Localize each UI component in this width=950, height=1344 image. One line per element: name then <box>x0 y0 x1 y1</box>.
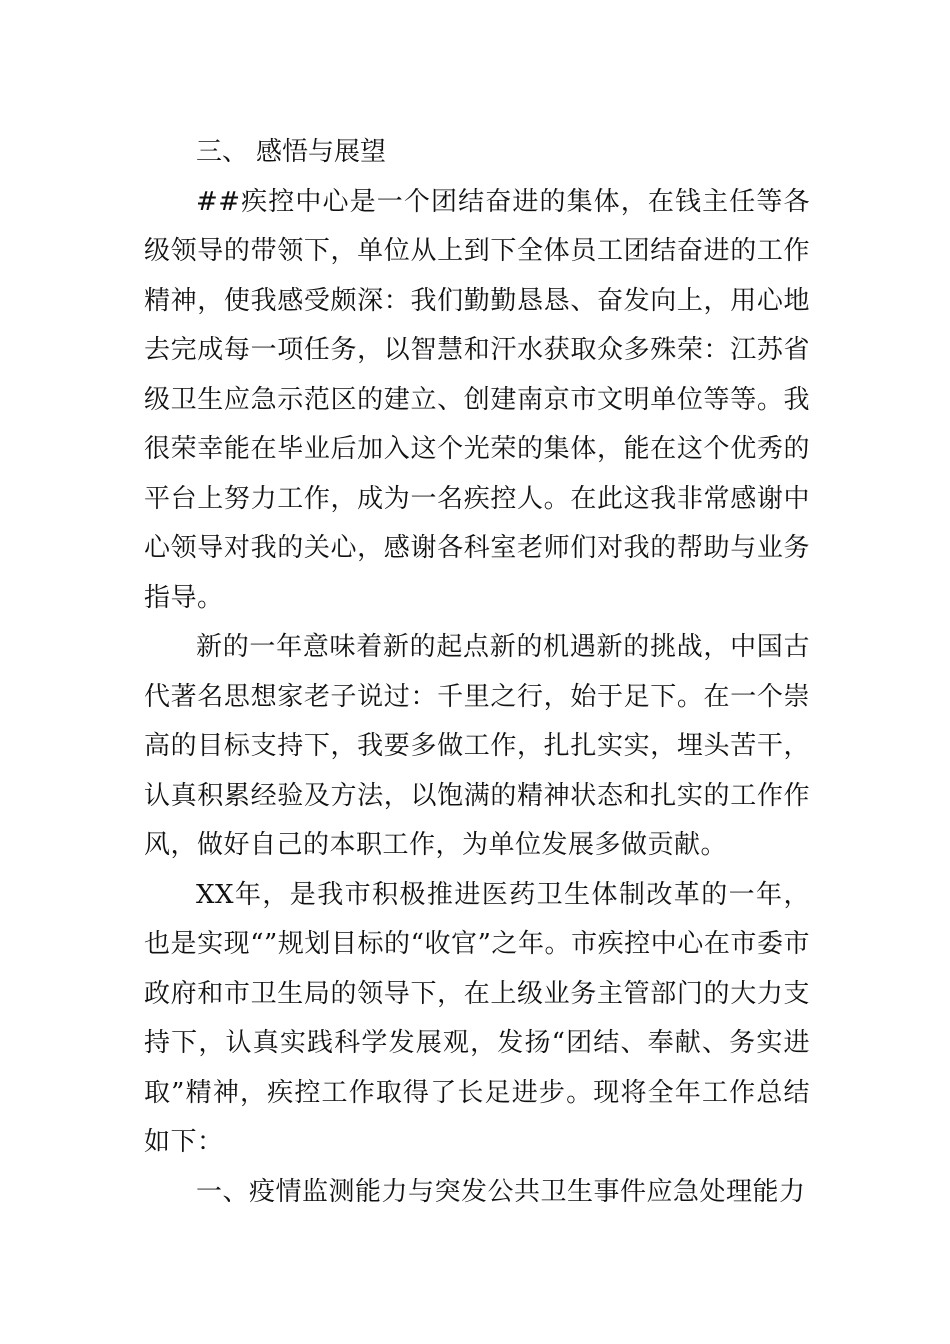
paragraph-outlook: 新的一年意味着新的起点新的机遇新的挑战，中国古代著名思想家老子说过：千里之行，始于足下。在一个崇高的目标支持下，我要多做工作，扎扎实实，埋头苦干，认真积累经验及方法，以饱满的精神状态和扎实的工作作风，做好自己的本职工作，为单位发展多做贡献。 <box>144 632 810 860</box>
document-body <box>144 128 810 1217</box>
section-number: 三、 <box>196 137 249 167</box>
paragraph-reflection: ##疾控中心是一个团结奋进的集体，在钱主任等各级领导的带领下，单位从上到下全体员工团结奋进的工作精神，使我感受颇深：我们勤勤恳恳、奋发向上，用心地去完成每一项任务，以智慧和汗水获取众多殊荣：江苏省级卫生应急示范区的建立、创建南京市文明单位等等。我很荣幸能在毕业后加入这个光荣的集体，能在这个优秀的平台上努力工作，成为一名疾控人。在此这我非常感谢中心领导对我的关心，感谢各科室老师们对我的帮助与业务指导。 <box>144 186 810 613</box>
paragraph-annual-summary: XX年，是我市积极推进医药卫生体制改革的一年，也是实现“”规划目标的“收官”之年。市疾控中心在市委市政府和市卫生局的领导下，在上级业务主管部门的大力支持下，认真实践科学发展观，发扬“团结、奉献、务实进取”精神，疾控工作取得了长足进步。现将全年工作总结如下： <box>144 879 810 1157</box>
paragraph-section-one: 一、疫情监测能力与突发公共卫生事件应急处理能力 <box>196 1176 806 1207</box>
section-heading <box>144 128 810 178</box>
section-title: 感悟与展望 <box>256 137 387 167</box>
